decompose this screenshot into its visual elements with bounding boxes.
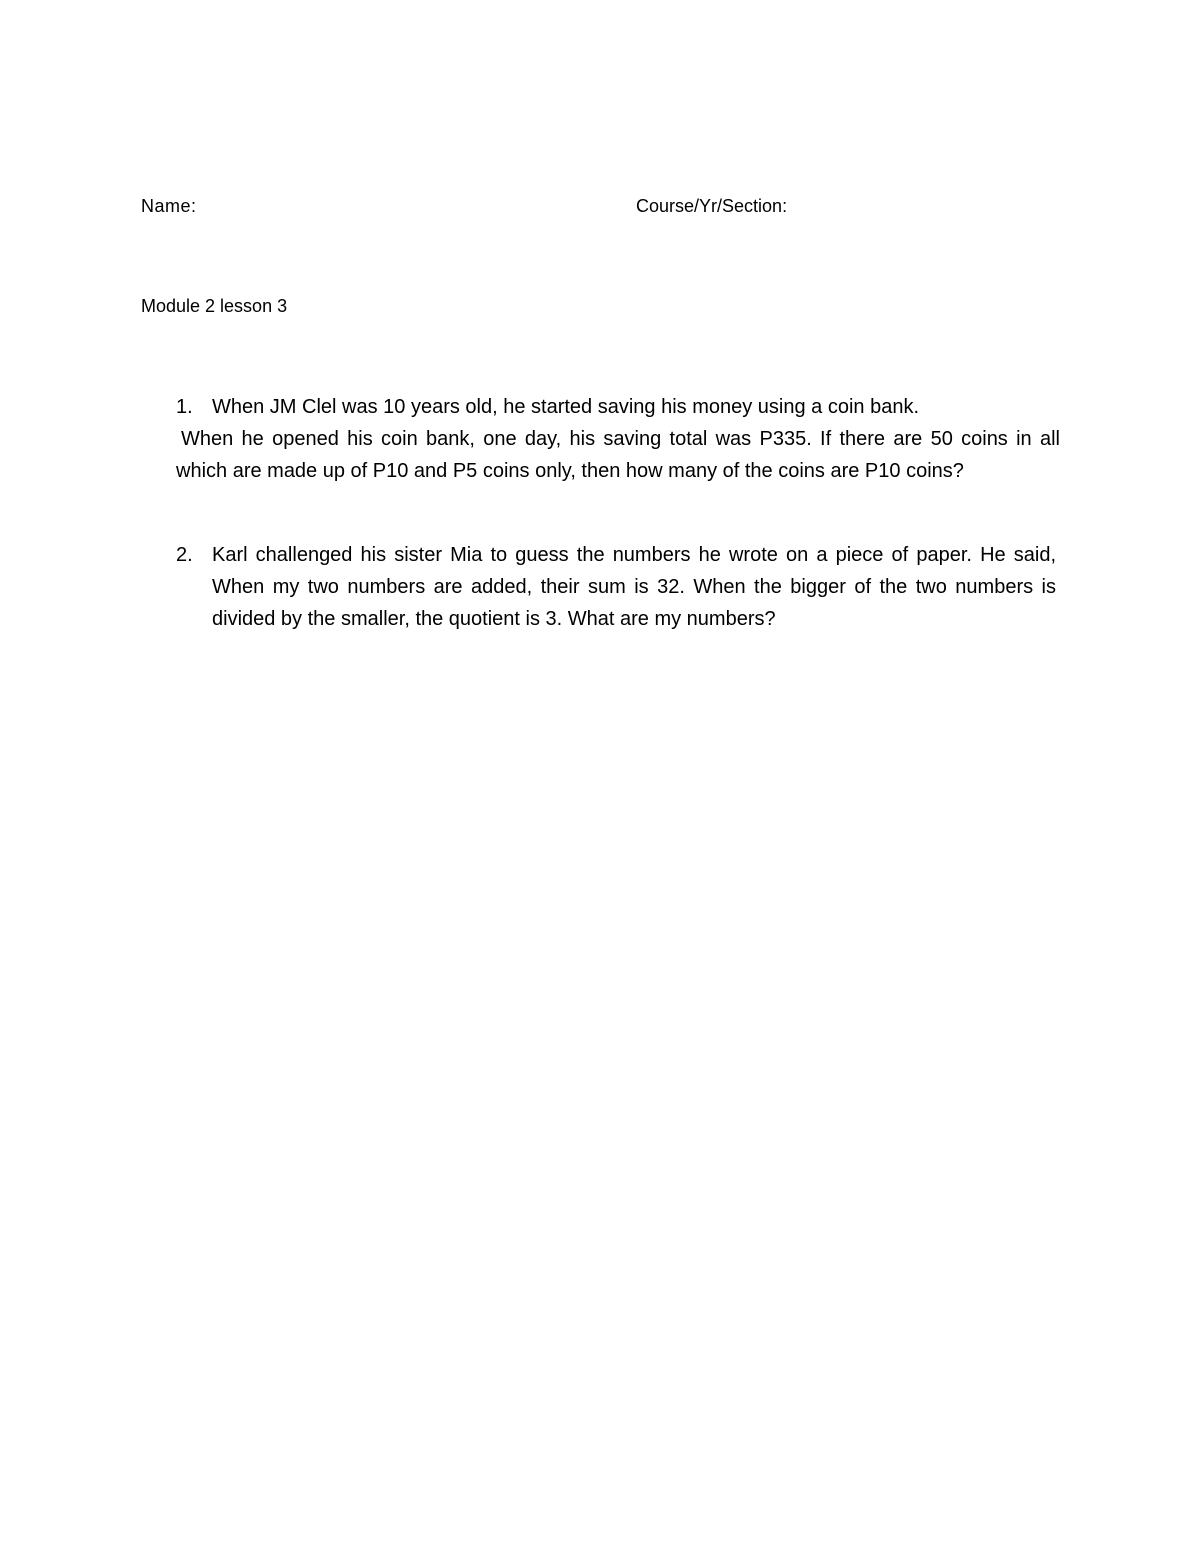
question-number: 2.	[176, 544, 193, 566]
module-title: Module 2 lesson 3	[141, 296, 288, 316]
name-label: Name:	[141, 196, 197, 216]
question-text-first-line: When JM Clel was 10 years old, he started saving his money using a coin bank.	[212, 396, 920, 418]
question-number: 1.	[176, 396, 193, 418]
question-text-continuation: When he opened his coin bank, one day, his saving total was P335. If there are 50 coins in all which are made up of P10 and P5 coins only, then how many of the coins are P10 coins?	[176, 428, 1060, 482]
course-yr-section-label: Course/Yr/Section:	[636, 196, 788, 216]
question-text: Karl challenged his sister Mia to guess the numbers he wrote on a piece of paper. He said, When my two numbers are added, their sum is 32. When the bigger of the two numbers is divided by the smaller, the quotient is 3. What are my numbers?	[212, 544, 1056, 630]
